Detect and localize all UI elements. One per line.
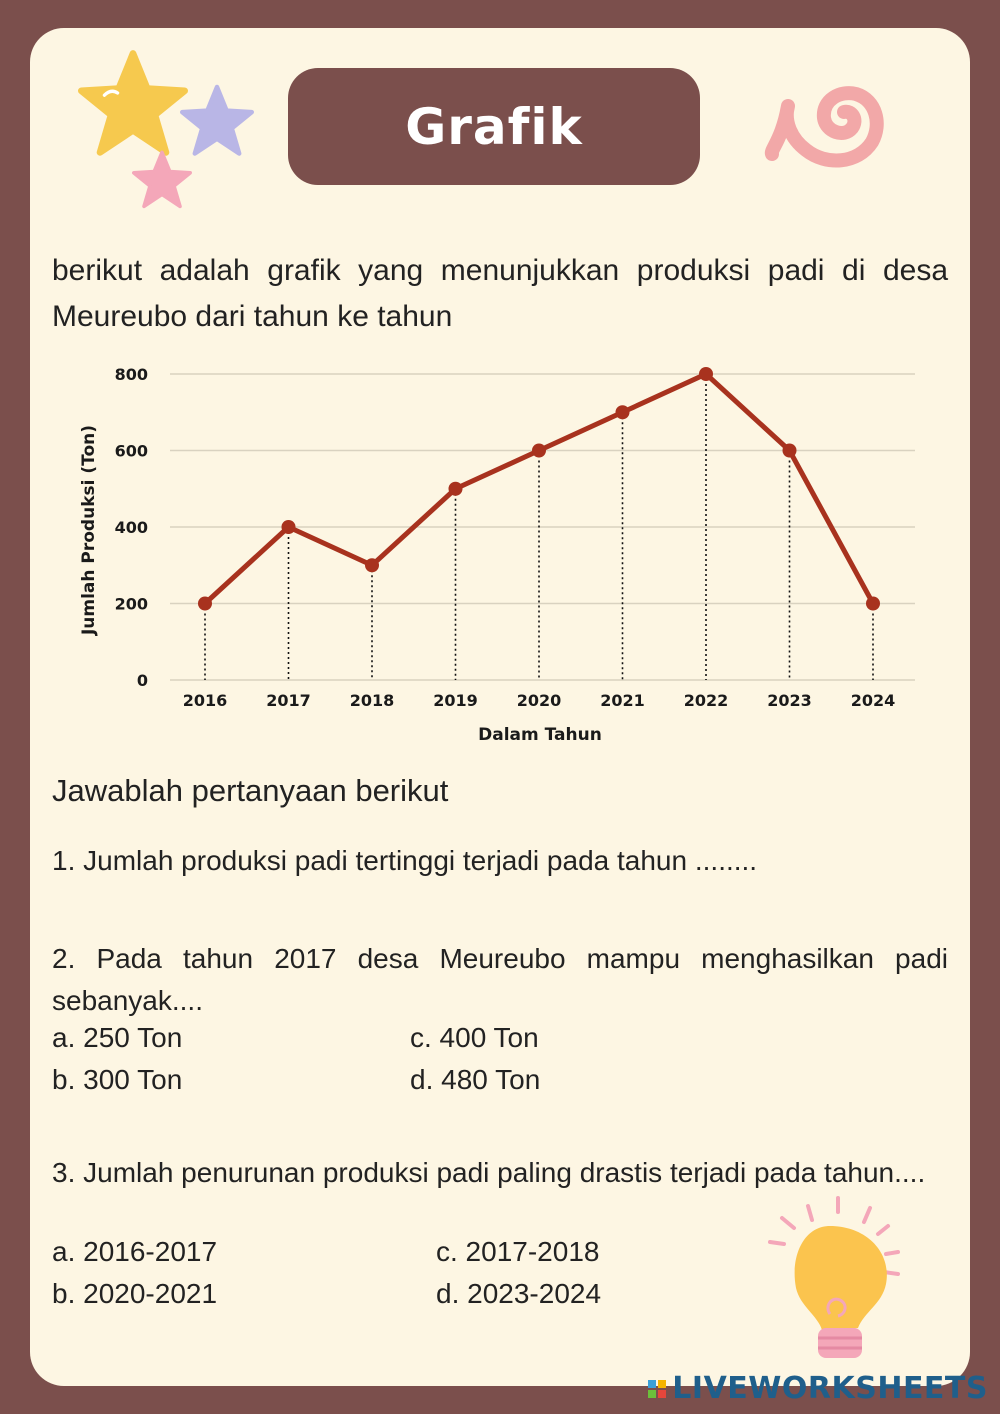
data-point [198, 597, 212, 611]
question-3-option-c[interactable]: c. 2017-2018 [436, 1236, 600, 1267]
x-tick-label: 2023 [767, 691, 812, 710]
data-point [866, 597, 880, 611]
y-tick-label: 200 [114, 594, 148, 614]
data-point [783, 444, 797, 458]
intro-text: berikut adalah grafik yang menunjukkan produksi padi di desa Meureubo dari tahun ke tahun [52, 254, 948, 333]
star-pink-icon [132, 150, 192, 210]
star-yellow-icon [78, 48, 188, 160]
liveworksheets-watermark[interactable] [648, 1371, 988, 1406]
data-point [616, 405, 630, 419]
y-tick-label: 600 [114, 441, 148, 461]
question-2-option-b[interactable]: b. 300 Ton [52, 1064, 183, 1095]
data-point [532, 444, 546, 458]
question-3-option-b[interactable]: b. 2020-2021 [52, 1278, 218, 1309]
x-tick-label: 2024 [850, 691, 896, 710]
question-1: 1. Jumlah produksi padi tertinggi terjadi pada tahun ........ [52, 845, 758, 876]
x-axis-title: Dalam Tahun [478, 725, 602, 745]
question-3-option-a[interactable]: a. 2016-2017 [52, 1236, 218, 1267]
y-axis-title: Jumlah Produksi (Ton) [79, 424, 99, 636]
data-point [699, 367, 713, 381]
data-point [365, 558, 379, 572]
series-line [205, 374, 873, 604]
x-tick-label: 2019 [433, 691, 478, 710]
question-2-option-c[interactable]: c. 400 Ton [410, 1022, 539, 1053]
x-tick-label: 2020 [516, 691, 562, 710]
y-tick-label: 800 [114, 365, 148, 384]
liveworksheets-logo-icon [648, 1380, 666, 1398]
x-tick-label: 2022 [683, 691, 729, 710]
page-title: Grafik [405, 97, 583, 156]
question-3: 3. Jumlah penurunan produksi padi paling drastis terjadi pada tahun.... [52, 1157, 926, 1188]
watermark-text: LIVEWORKSHEETS [672, 1371, 988, 1406]
section-title: Jawablah pertanyaan berikut [52, 773, 449, 808]
data-point [449, 482, 463, 496]
production-line-chart [60, 350, 930, 750]
x-tick-label: 2021 [600, 691, 645, 710]
question-2: 2. Pada tahun 2017 desa Meureubo mampu menghasilkan padi sebanyak.... [52, 943, 948, 1016]
star-purple-icon [180, 84, 254, 158]
question-3-option-d[interactable]: d. 2023-2024 [436, 1278, 602, 1309]
x-tick-label: 2016 [182, 691, 228, 710]
spiral-icon [760, 50, 930, 200]
question-2-option-d[interactable]: d. 480 Ton [410, 1064, 541, 1095]
lightbulb-icon [760, 1196, 920, 1372]
y-tick-label: 0 [136, 671, 148, 690]
question-2-option-a[interactable]: a. 250 Ton [52, 1022, 183, 1053]
y-tick-label: 400 [114, 518, 148, 537]
x-tick-label: 2018 [349, 691, 395, 710]
title-banner [288, 68, 700, 185]
data-point [282, 520, 296, 534]
x-tick-label: 2017 [266, 691, 311, 710]
